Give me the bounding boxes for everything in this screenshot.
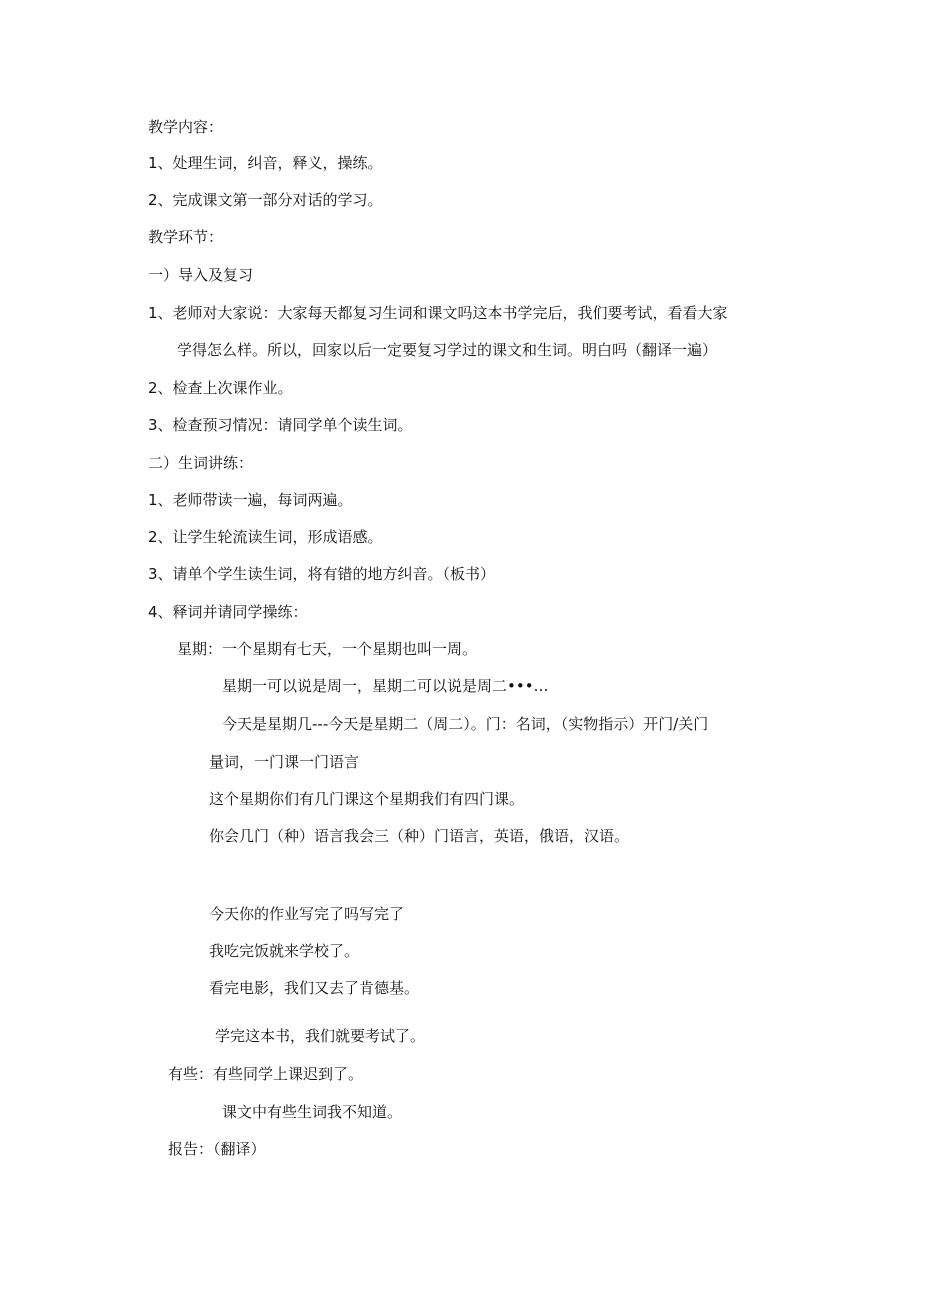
word-youxie-example: 课文中有些生词我不知道。 xyxy=(222,1103,403,1121)
word-baogao: 报告：（翻译） xyxy=(168,1140,266,1158)
section-vocabulary-practice: 二）生词讲练： xyxy=(148,454,254,472)
intro-item-1-continued: 学得怎么样。所以，回家以后一定要复习学过的课文和生词。明白吗（翻译一遍） xyxy=(177,341,718,359)
vocab-item-1: 1、老师带读一遍，每词两遍。 xyxy=(148,491,353,509)
intro-item-3: 3、检查预习情况：请同学单个读生词。 xyxy=(148,416,413,434)
heading-teaching-content: 教学内容： xyxy=(148,118,224,136)
word-youxie-definition: 有些：有些同学上课迟到了。 xyxy=(168,1065,364,1083)
vocab-item-2: 2、让学生轮流读生词，形成语感。 xyxy=(148,528,383,546)
word-xingqi-definition: 星期：一个星期有七天，一个星期也叫一周。 xyxy=(177,640,478,658)
heading-teaching-steps: 教学环节： xyxy=(148,228,224,246)
word-men-example-2: 你会几门（种）语言我会三（种）门语言，英语，俄语，汉语。 xyxy=(209,827,630,845)
wan-example-1: 今天你的作业写完了吗写完了 xyxy=(209,905,405,923)
word-xingqi-example-2: 今天是星期几---今天是星期二（周二）。门：名词，（实物指示）开门/关门 xyxy=(222,715,709,733)
word-xingqi-example-1: 星期一可以说是周一，星期二可以说是周二•••… xyxy=(222,677,549,695)
section-intro-review: 一）导入及复习 xyxy=(148,266,254,284)
vocab-item-4: 4、释词并请同学操练： xyxy=(148,603,308,621)
content-item-1: 1、处理生词，纠音，释义，操练。 xyxy=(148,154,383,172)
wan-example-4: 学完这本书，我们就要考试了。 xyxy=(215,1027,426,1045)
word-men-measure: 量词，一门课一门语言 xyxy=(209,753,360,771)
intro-item-1: 1、老师对大家说：大家每天都复习生词和课文吗这本书学完后，我们要考试，看看大家 xyxy=(148,304,728,322)
intro-item-2: 2、检查上次课作业。 xyxy=(148,379,293,397)
content-item-2: 2、完成课文第一部分对话的学习。 xyxy=(148,191,383,209)
vocab-item-3: 3、请单个学生读生词，将有错的地方纠音。（板书） xyxy=(148,565,496,583)
wan-example-3: 看完电影，我们又去了肯德基。 xyxy=(209,979,420,997)
word-men-example-1: 这个星期你们有几门课这个星期我们有四门课。 xyxy=(209,790,525,808)
wan-example-2: 我吃完饭就来学校了。 xyxy=(209,942,360,960)
